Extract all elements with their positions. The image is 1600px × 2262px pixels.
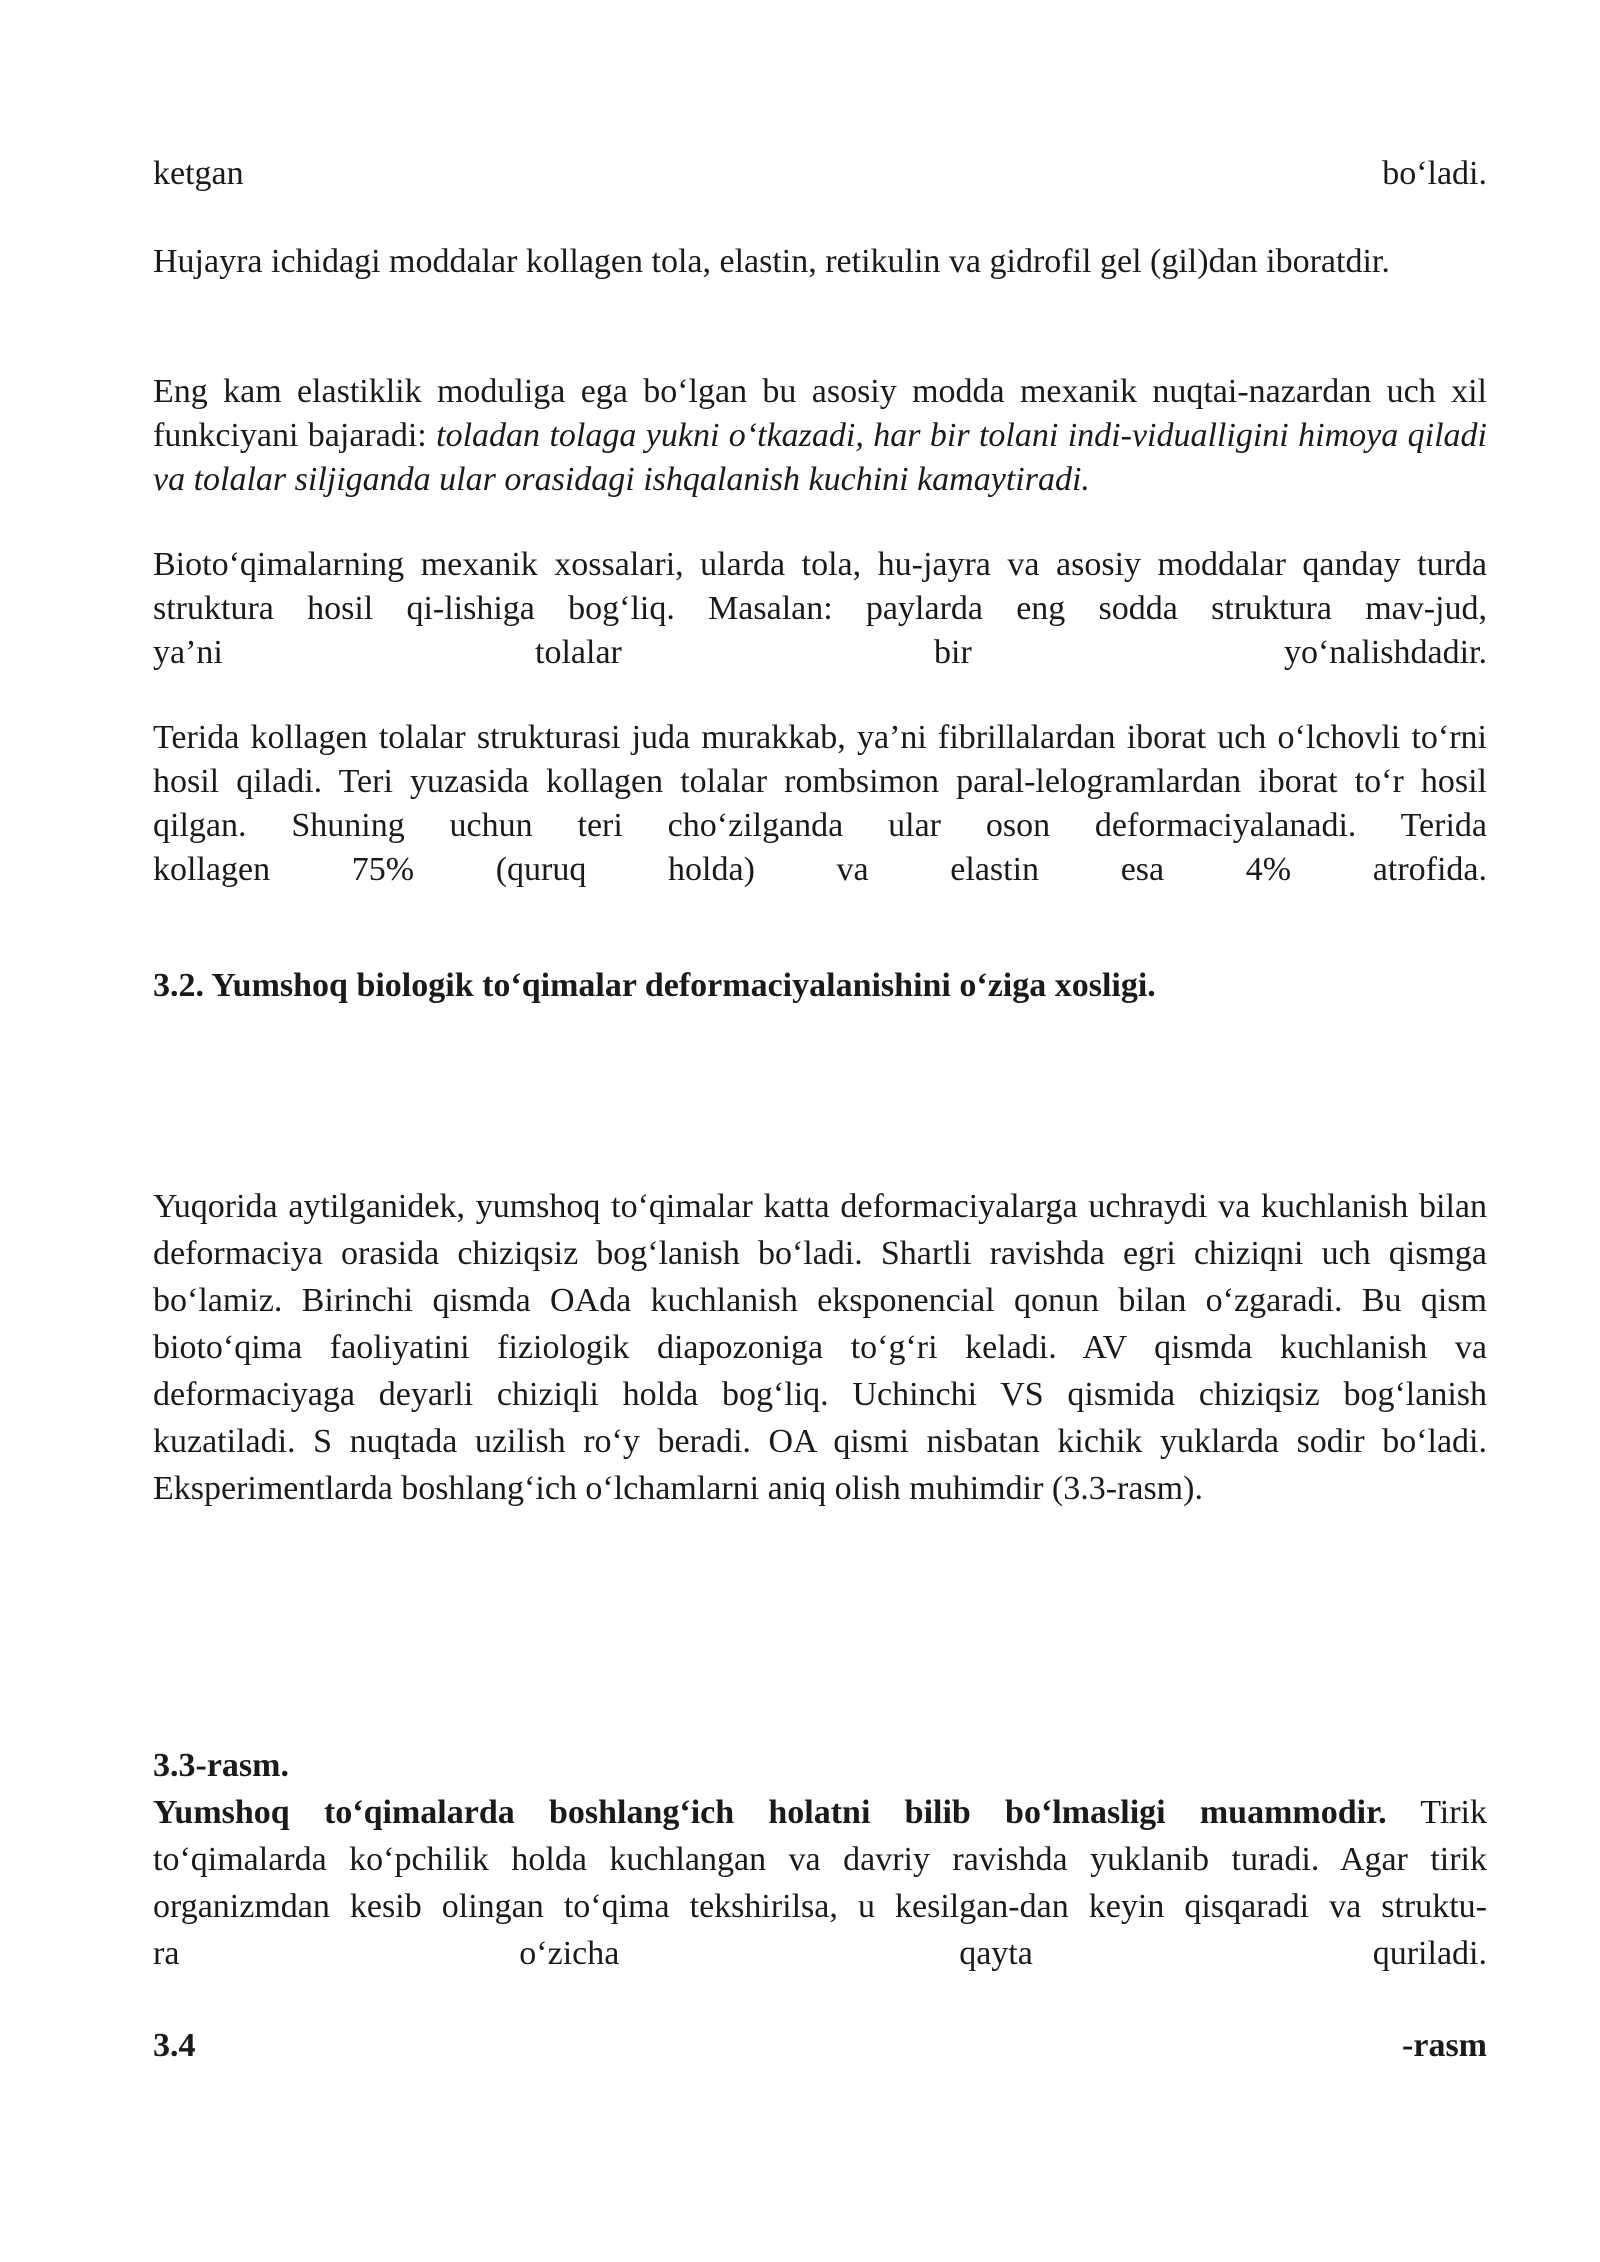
- word: (quruq: [495, 851, 587, 888]
- paragraph-terida-last-line: [153, 848, 1487, 892]
- paragraph-yumshoq-main: [153, 1789, 1487, 1930]
- word: qayta: [959, 1935, 1033, 1972]
- paragraph-hujayra-text: Hujayra ichidagi moddalar kollagen tola, elastin, retikulin va gidrofil gel (gil)dan iboratdir.: [153, 243, 1390, 280]
- word: atrofida.: [1372, 851, 1487, 888]
- word: tolalar: [535, 634, 622, 671]
- section-heading-3-2: [153, 964, 1487, 1008]
- figure-3-3-caption: [153, 1744, 1487, 1788]
- word: quriladi.: [1372, 1935, 1487, 1972]
- figure-3-4-suffix: -rasm: [1402, 2027, 1487, 2064]
- word: esa: [1120, 851, 1165, 888]
- word: va: [836, 851, 869, 888]
- paragraph-bioto: [153, 543, 1487, 675]
- word: ra: [153, 1935, 180, 1972]
- paragraph-yumshoq-plain: Tirik to‘qimalarda ko‘pchilik holda kuchlangan va davriy ravishda yuklanib turadi. Agar tirik organizmdan kesib olingan to‘qima tekshirilsa, u kesilgan-dan keyin qisqaradi va struktu-: [153, 1794, 1487, 1925]
- word: yo‘nalishdadir.: [1283, 634, 1487, 671]
- paragraph-yumshoq-last-line: [153, 1930, 1487, 1977]
- word: 75%: [351, 851, 415, 888]
- paragraph-terida-main: Terida kollagen tolalar strukturasi juda murakkab, ya’ni fibrillalardan iborat uch o‘lchovli to‘rni hosil qiladi. Teri yuzasida kollagen tolalar rombsimon paral-lelogramlardan iborat to‘r hosil qilgan. Shuning uchun teri cho‘zilganda ular oson deformaciyalanadi. Terida: [153, 719, 1487, 844]
- paragraph-hujayra: [153, 240, 1487, 284]
- word: ya’ni: [153, 634, 223, 671]
- word: kollagen: [153, 851, 271, 888]
- paragraph-yuqorida-text: Yuqorida aytilganidek, yumshoq to‘qimalar katta deformaciyalarga uchraydi va kuchlanish bilan deformaciya orasida chiziqsiz bog‘lanish bo‘ladi. Shartli ravishda egri chiziqni uch qismga bo‘lamiz. Birinchi qismda OAda kuchlanish eksponencial qonun bilan o‘zgaradi. Bu qism bioto‘qima faoliyatini fiziologik diapozoniga to‘g‘ri keladi. AV qismda kuchlanish va deformaciyaga deyarli chiziqli holda bog‘liq. Uchinchi VS qismida chiziqsiz bog‘lanish kuzatiladi. S nuqtada uzilish ro‘y beradi. OA qismi nisbatan kichik yuklarda sodir bo‘ladi. Eksperimentlarda boshlang‘ich o‘lchamlarni aniq olish muhimdir (3.3-rasm).: [153, 1188, 1487, 1507]
- paragraph-eng-kam-plain: Eng kam elastiklik moduliga ega bo‘lgan bu asosiy modda mexanik nuqtai-nazardan uch xil funkciyani bajaradi:: [153, 373, 1487, 454]
- word: elastin: [950, 851, 1040, 888]
- paragraph-eng-kam-text: [153, 370, 1487, 502]
- paragraph-eng-kam-italic: toladan tolaga yukni o‘tkazadi, har bir tolani indi-vidualligini himoya qiladi va tolalar siljiganda ular orasidagi ishqalanish kuchini kamaytiradi.: [153, 417, 1487, 498]
- word: holda): [668, 851, 755, 888]
- word: o‘zicha: [519, 1935, 620, 1972]
- paragraph-eng-kam: [153, 370, 1487, 502]
- figure-3-4-number: 3.4: [153, 2027, 196, 2064]
- figure-3-4-caption: [153, 2024, 1487, 2068]
- section-heading-text: 3.2. Yumshoq biologik to‘qimalar deformaciyalanishini o‘ziga xosligi.: [153, 967, 1156, 1004]
- line-ketgan-boladi: [153, 152, 1487, 196]
- word: bir: [934, 634, 972, 671]
- word: 4%: [1245, 851, 1292, 888]
- paragraph-bioto-main: Bioto‘qimalarning mexanik xossalari, ularda tola, hu-jayra va asosiy moddalar qanday turda struktura hosil qi-lishiga bog‘liq. Masalan: paylarda eng sodda struktura mav-jud,: [153, 546, 1487, 627]
- figure-3-3-label: 3.3-rasm.: [153, 1747, 289, 1784]
- word-ketgan: ketgan: [153, 155, 244, 192]
- word-boladi: bo‘ladi.: [1382, 155, 1487, 192]
- paragraph-terida: [153, 716, 1487, 892]
- paragraph-yumshoq: [153, 1789, 1487, 1977]
- paragraph-bioto-last-line: [153, 631, 1487, 675]
- paragraph-yuqorida: [153, 1183, 1487, 1512]
- paragraph-yumshoq-bold: Yumshoq to‘qimalarda boshlang‘ich holatni bilib bo‘lmasligi muammodir.: [153, 1794, 1387, 1831]
